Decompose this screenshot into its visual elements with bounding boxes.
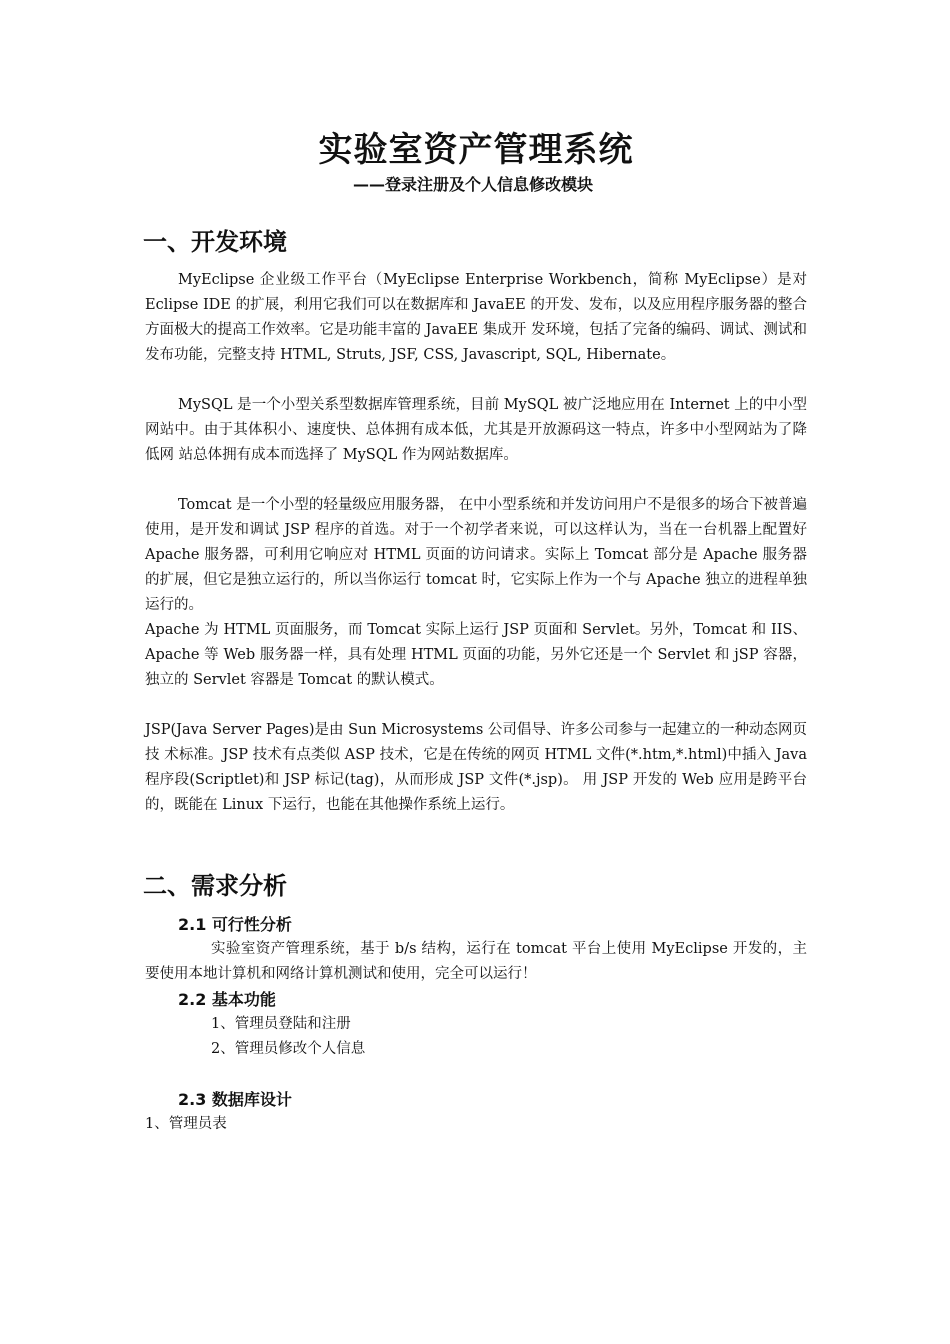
section-heading-requirements: 二、需求分析 <box>143 872 287 900</box>
paragraph-tomcat: Tomcat 是一个小型的轻量级应用服务器， 在中小型系统和并发访问用户不是很多的场合下被普遍使用，是开发和调试 JSP 程序的首选。对于一个初学者来说，可以这样认为，当在一台机器上配置好 Apache 服务器，可利用它响应对 HTML 页面的访问请求。实际上 Tomcat 部分是 Apache 服务器的扩展，但它是独立运行的，所以当你运行 tomcat 时，它实际上作为一个与 Apache 独立的进程单独运行的。 <box>145 497 807 613</box>
document-subtitle: ——登录注册及个人信息修改模块 <box>353 175 594 194</box>
subsection-heading-database-design: 2.3 数据库设计 <box>178 1090 292 1109</box>
subsection-heading-feasibility: 2.1 可行性分析 <box>178 915 292 934</box>
list-item-admin-table: 1、管理员表 <box>145 1116 227 1132</box>
section-heading-dev-env: 一、开发环境 <box>143 228 287 256</box>
paragraph-gap <box>145 368 807 393</box>
paragraph-gap <box>145 693 807 718</box>
paragraph-feasibility: 实验室资产管理系统，基于 b/s 结构，运行在 tomcat 平台上使用 MyEclipse 开发的，主要使用本地计算机和网络计算机测试和使用，完全可以运行！ <box>145 941 807 982</box>
list-item: 2、管理员修改个人信息 <box>211 1041 366 1057</box>
paragraph-apache: Apache 为 HTML 页面服务，而 Tomcat 实际上运行 JSP 页面和 Servlet。另外，Tomcat 和 IIS、Apache 等 Web 服务器一样，具有处理 HTML 页面的功能，另外它还是一个 Servlet 和 jSP 容器，独立的 Servlet 容器是 Tomcat 的默认模式。 <box>145 622 807 688</box>
document-title: 实验室资产管理系统 <box>318 130 634 170</box>
paragraph-myeclipse: MyEclipse 企业级工作平台（MyEclipse Enterprise Workbench，简称 MyEclipse）是对 Eclipse IDE 的扩展，利用它我们可以在数据库和 JavaEE 的开发、发布，以及应用程序服务器的整合方面极大的提高工作效率。它是功能丰富的 JavaEE 集成开 发环境，包括了完备的编码、调试、测试和发布功能，完整支持 HTML, Struts, JSF, CSS, Javascript, SQL, Hibernate。 <box>145 272 807 363</box>
paragraph-gap <box>145 468 807 493</box>
paragraph-mysql: MySQL 是一个小型关系型数据库管理系统，目前 MySQL 被广泛地应用在 Internet 上的中小型网站中。由于其体积小、速度快、总体拥有成本低，尤其是开放源码这一特点，许多中小型网站为了降低网 站总体拥有成本而选择了 MySQL 作为网站数据库。 <box>145 397 807 463</box>
subsection-heading-basic-functions: 2.2 基本功能 <box>178 990 276 1009</box>
paragraph-jsp: JSP(Java Server Pages)是由 Sun Microsystems 公司倡导、许多公司参与一起建立的一种动态网页技 术标准。JSP 技术有点类似 ASP 技术，它是在传统的网页 HTML 文件(*.htm,*.html)中插入 Java 程序段(Scriptlet)和 JSP 标记(tag)，从而形成 JSP 文件(*.jsp)。 用 JSP 开发的 Web 应用是跨平台的，既能在 Linux 下运行，也能在其他操作系统上运行。 <box>145 722 807 813</box>
list-item: 1、管理员登陆和注册 <box>211 1016 351 1032</box>
